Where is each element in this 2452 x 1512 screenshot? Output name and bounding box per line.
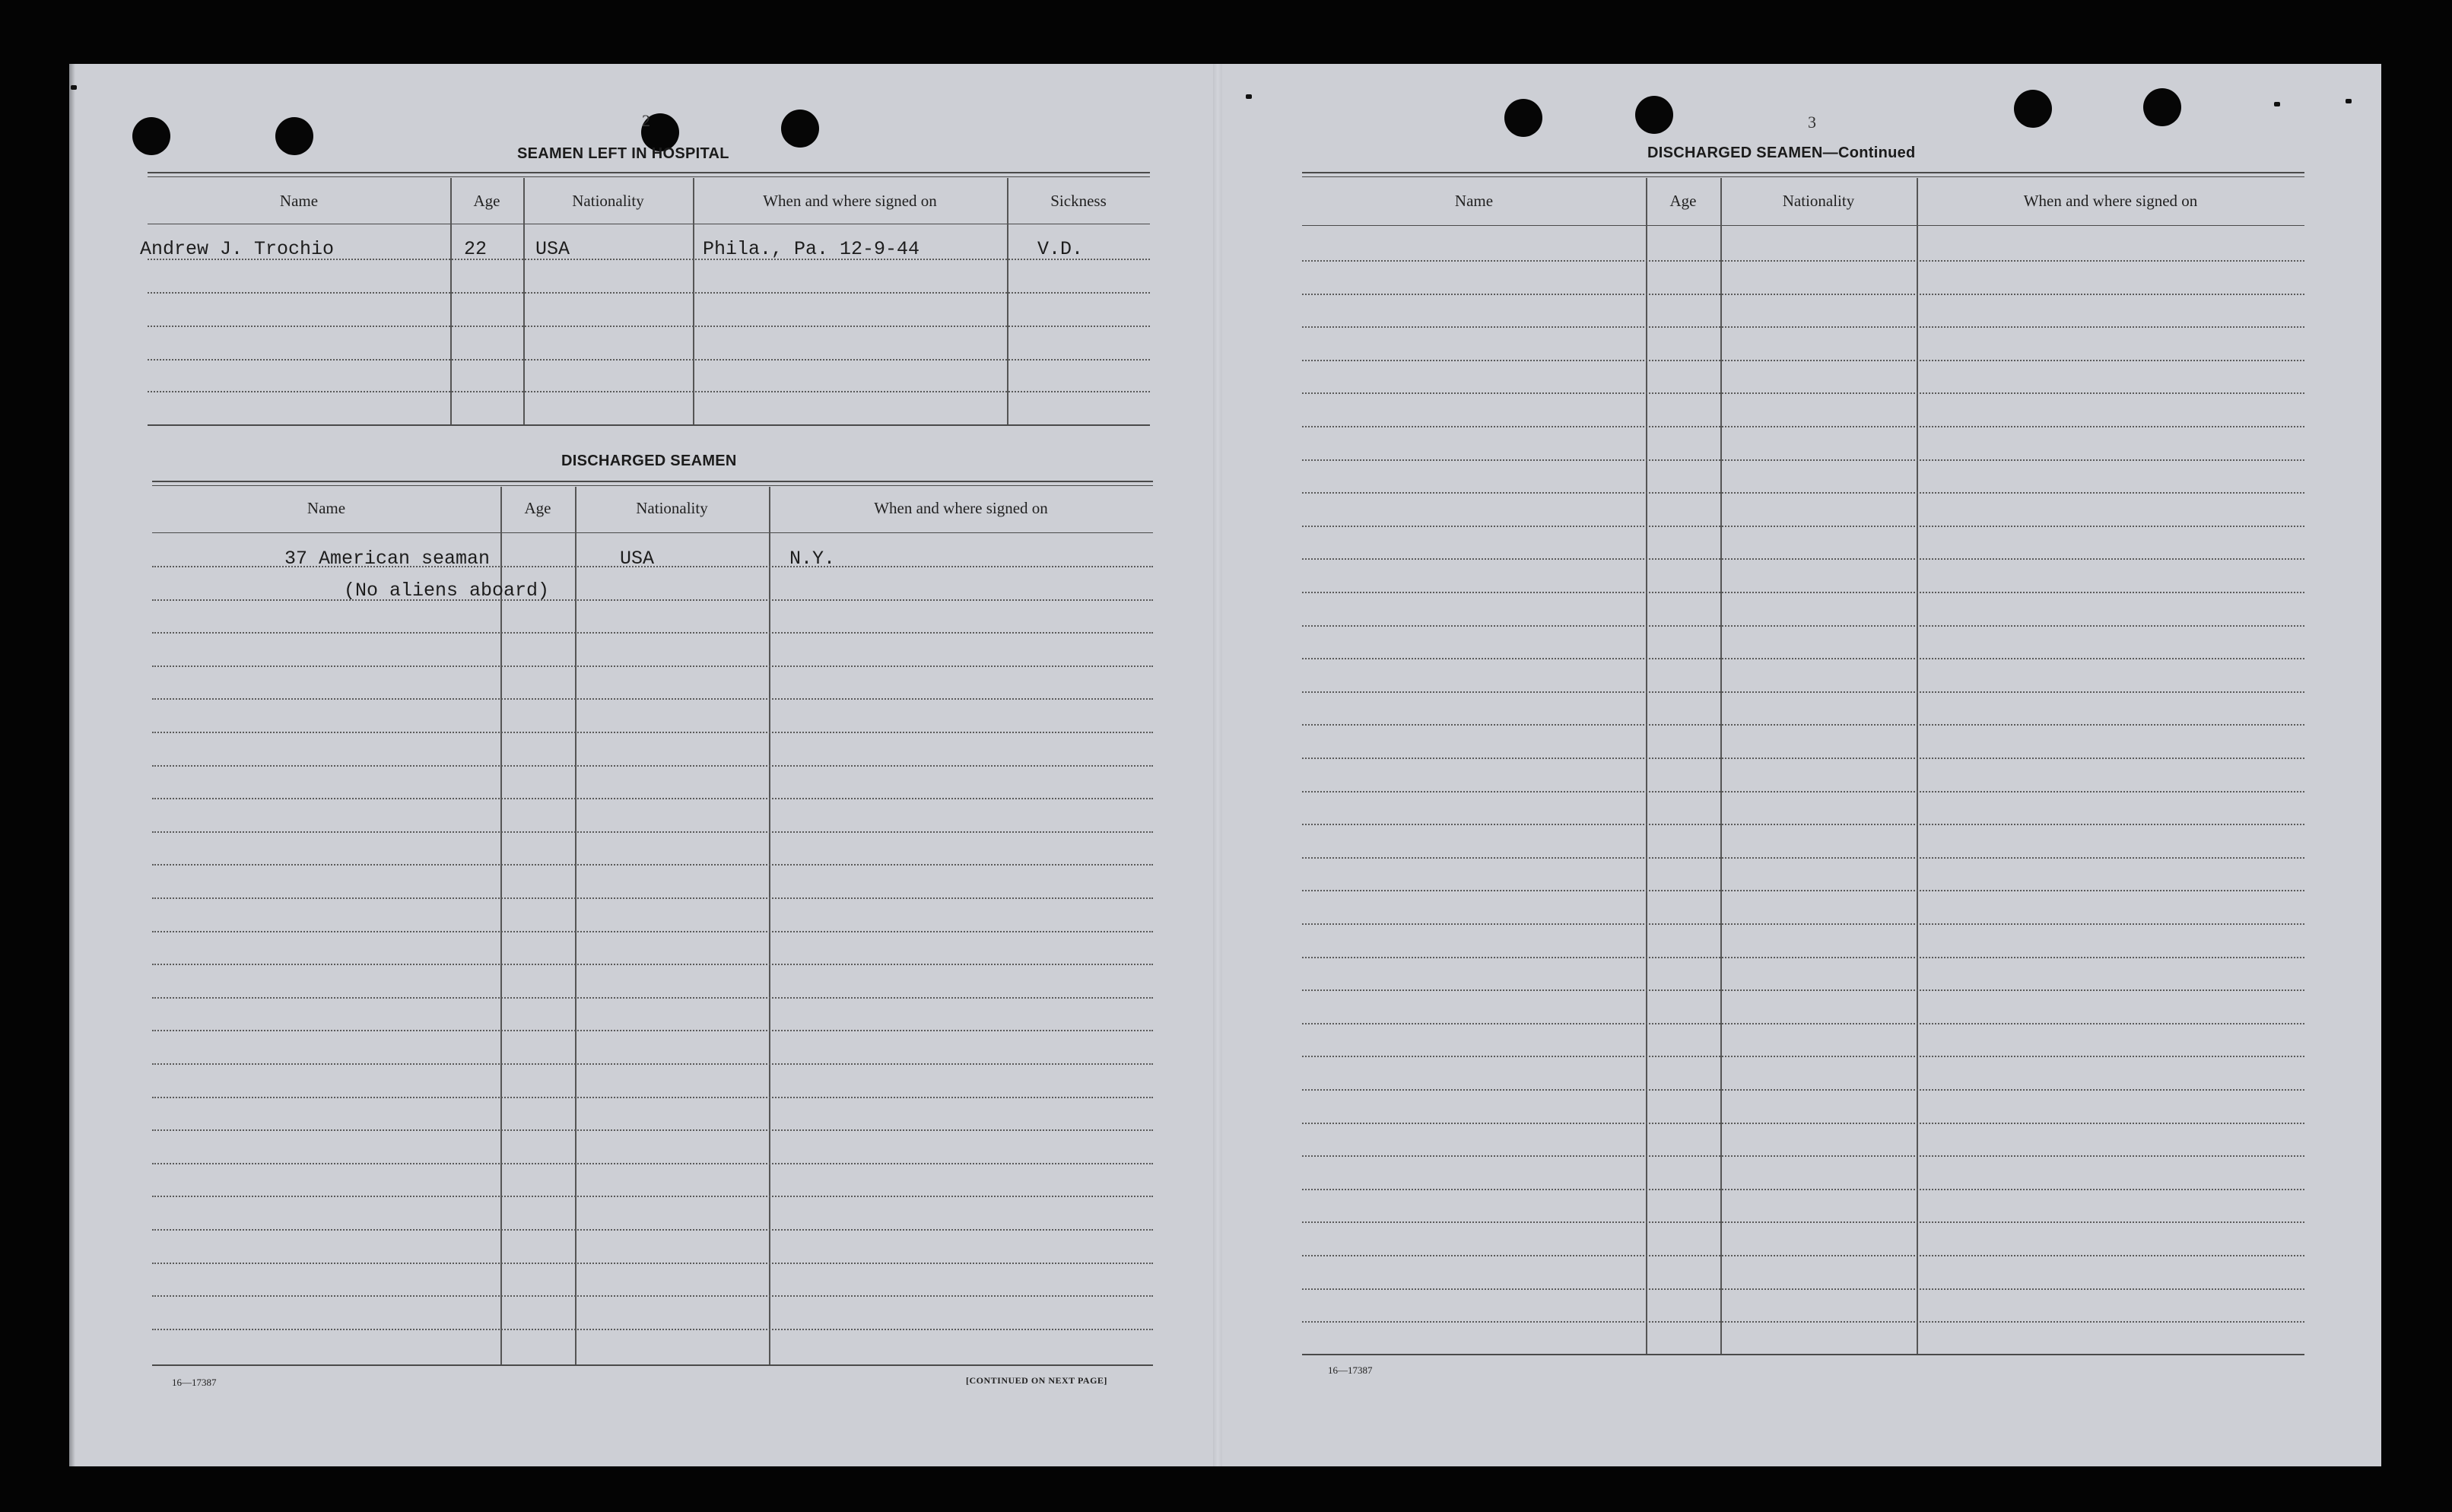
discharged-row-note: (No aliens aboard) xyxy=(344,580,550,602)
header-rule xyxy=(1302,225,2304,226)
row-rule xyxy=(1302,691,2304,693)
discharged-row-name: 37 American seaman xyxy=(284,548,491,570)
hospital-table xyxy=(148,172,1150,430)
row-rule xyxy=(1302,260,2304,262)
column-divider xyxy=(500,487,502,1366)
discharged-table xyxy=(152,481,1153,1367)
row-rule xyxy=(152,1329,1153,1330)
table-bottom-rule xyxy=(148,424,1150,426)
hospital-row-age: 22 xyxy=(464,238,488,260)
row-rule xyxy=(1302,526,2304,527)
page-number: 3 xyxy=(1808,113,1816,132)
scan-speck xyxy=(2274,102,2280,106)
table-bottom-rule xyxy=(1302,1354,2304,1355)
row-rule xyxy=(1302,326,2304,328)
continued-note: [CONTINUED ON NEXT PAGE] xyxy=(966,1375,1107,1386)
punch-hole xyxy=(2143,88,2181,126)
row-rule xyxy=(1302,857,2304,859)
row-rule xyxy=(148,359,1150,361)
row-rule xyxy=(152,897,1153,899)
column-divider xyxy=(1646,178,1647,1355)
left-page xyxy=(0,0,1217,1512)
column-header-name: Name xyxy=(279,192,319,210)
row-rule xyxy=(152,765,1153,767)
column-divider xyxy=(575,487,576,1366)
column-header-age: Age xyxy=(473,192,500,210)
row-rule xyxy=(148,292,1150,294)
hospital-row-signed-on: Phila., Pa. 12-9-44 xyxy=(703,238,920,260)
row-rule xyxy=(1302,989,2304,991)
row-rule xyxy=(1302,923,2304,925)
row-rule xyxy=(152,964,1153,965)
row-rule xyxy=(1302,1089,2304,1091)
row-rule xyxy=(1302,824,2304,825)
row-rule xyxy=(1302,1221,2304,1223)
row-rule xyxy=(1302,625,2304,627)
row-rule xyxy=(1302,658,2304,659)
column-divider xyxy=(1917,178,1918,1355)
column-divider xyxy=(523,178,525,426)
table-top-rule xyxy=(1302,176,2304,177)
row-rule xyxy=(152,1229,1153,1231)
discharged-continued-title: DISCHARGED SEAMEN—Continued xyxy=(1647,145,1916,161)
column-header-signed-on: When and where signed on xyxy=(2023,192,2198,210)
row-rule xyxy=(1302,1255,2304,1256)
row-rule xyxy=(1302,558,2304,560)
row-rule xyxy=(152,798,1153,799)
column-header-nationality: Nationality xyxy=(1782,192,1855,210)
row-rule xyxy=(1302,1056,2304,1057)
row-rule xyxy=(152,1129,1153,1131)
row-rule xyxy=(1302,392,2304,394)
row-rule xyxy=(152,1163,1153,1164)
row-rule xyxy=(1302,957,2304,958)
row-rule xyxy=(1302,1288,2304,1290)
row-rule xyxy=(1302,1123,2304,1124)
row-rule xyxy=(1302,360,2304,361)
scan-speck xyxy=(1246,94,1252,99)
row-rule xyxy=(1302,1321,2304,1323)
column-header-name: Name xyxy=(1454,192,1494,210)
punch-hole xyxy=(1504,99,1542,137)
header-rule xyxy=(152,532,1153,533)
column-header-sickness: Sickness xyxy=(1050,192,1107,210)
right-page xyxy=(1217,0,2452,1512)
row-rule xyxy=(1302,791,2304,793)
page-number: 2 xyxy=(642,111,650,130)
column-header-nationality: Nationality xyxy=(572,192,644,210)
hospital-table-title: SEAMEN LEFT IN HOSPITAL xyxy=(517,145,729,162)
column-header-name: Name xyxy=(306,499,346,517)
row-rule xyxy=(1302,592,2304,593)
discharged-table-title: DISCHARGED SEAMEN xyxy=(561,453,737,469)
table-top-rule xyxy=(152,485,1153,486)
column-divider xyxy=(769,487,770,1366)
row-rule xyxy=(152,864,1153,866)
row-rule xyxy=(1302,294,2304,295)
form-code: 16—17387 xyxy=(1328,1364,1373,1376)
column-header-age: Age xyxy=(524,499,551,517)
row-rule xyxy=(1302,426,2304,427)
table-top-rule xyxy=(148,172,1150,173)
punch-hole xyxy=(275,117,313,155)
row-rule xyxy=(152,997,1153,999)
column-divider xyxy=(693,178,694,426)
hospital-row-nationality: USA xyxy=(535,238,570,260)
row-rule xyxy=(152,1295,1153,1297)
discharged-continued-table xyxy=(1302,172,2304,1357)
column-divider xyxy=(1007,178,1008,426)
row-rule xyxy=(1302,1189,2304,1190)
row-rule xyxy=(152,599,1153,601)
punch-hole xyxy=(781,110,819,148)
table-top-rule xyxy=(152,481,1153,482)
discharged-row-signed-on: N.Y. xyxy=(789,548,836,570)
row-rule xyxy=(152,698,1153,700)
table-top-rule xyxy=(148,176,1150,177)
row-rule xyxy=(1302,459,2304,461)
punch-hole xyxy=(1635,96,1673,134)
column-divider xyxy=(450,178,452,426)
column-header-signed-on: When and where signed on xyxy=(874,499,1048,517)
row-rule xyxy=(1302,890,2304,891)
row-rule xyxy=(152,732,1153,733)
punch-hole xyxy=(2014,90,2052,128)
table-bottom-rule xyxy=(152,1364,1153,1366)
column-header-nationality: Nationality xyxy=(636,499,708,517)
row-rule xyxy=(152,665,1153,667)
row-rule xyxy=(1302,758,2304,759)
row-rule xyxy=(152,1097,1153,1098)
column-divider xyxy=(1720,178,1722,1355)
row-rule xyxy=(1302,492,2304,494)
hospital-row-name: Andrew J. Trochio xyxy=(140,238,335,260)
column-header-signed-on: When and where signed on xyxy=(763,192,937,210)
discharged-row-nationality: USA xyxy=(620,548,655,570)
row-rule xyxy=(148,326,1150,327)
scan-speck xyxy=(2346,99,2352,103)
row-rule xyxy=(152,931,1153,932)
row-rule xyxy=(148,391,1150,392)
row-rule xyxy=(152,831,1153,833)
scan-speck xyxy=(71,85,77,90)
hospital-row-sickness: V.D. xyxy=(1037,238,1084,260)
row-rule xyxy=(1302,1155,2304,1157)
form-code: 16—17387 xyxy=(172,1377,217,1388)
row-rule xyxy=(152,1263,1153,1264)
row-rule xyxy=(152,1030,1153,1031)
row-rule xyxy=(1302,724,2304,726)
row-rule xyxy=(152,1063,1153,1065)
row-rule xyxy=(152,632,1153,634)
column-header-age: Age xyxy=(1669,192,1697,210)
row-rule xyxy=(152,1196,1153,1197)
row-rule xyxy=(1302,1023,2304,1024)
table-top-rule xyxy=(1302,172,2304,173)
punch-hole xyxy=(132,117,170,155)
